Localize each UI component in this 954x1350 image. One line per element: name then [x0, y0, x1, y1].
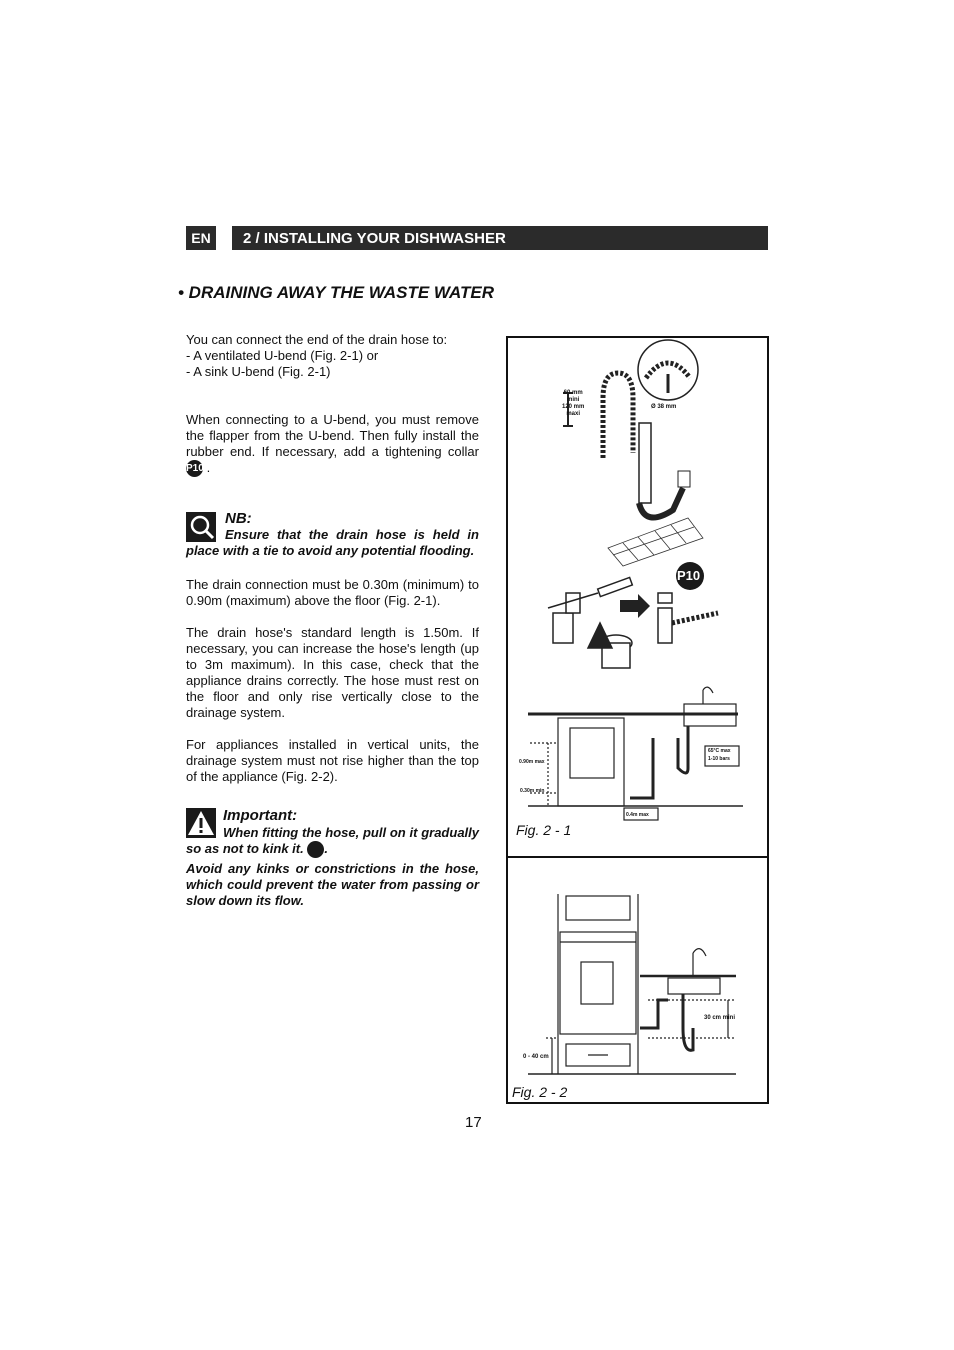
ubend-paragraph — [186, 412, 479, 477]
figure-2-1 — [506, 336, 769, 858]
important-text-1-body: When fitting the hose, pull on it gradually so as not to kink it. — [186, 825, 479, 856]
b-badge-icon: B — [307, 841, 324, 858]
annotation-60mm: 60 mm — [563, 390, 583, 396]
nb-text: Ensure that the drain hose is held in place with a tie to avoid any potential flooding. — [186, 527, 479, 558]
vertical-units-paragraph: For appliances installed in vertical units, the drainage system must not rise higher than the top of the appliance (Fig. 2-2). — [186, 737, 479, 784]
important-end: . — [324, 841, 328, 856]
annotation-temperature: 65°C max — [708, 748, 731, 754]
annotation-0-40cm: 0 - 40 cm — [523, 1054, 549, 1060]
annotation-hose-height — [562, 390, 584, 418]
hose-length-paragraph: The drain hose's standard length is 1.50m. If necessary, you can increase the hose's length (up to 3m maximum). In this case, check that the appliance drains correctly. The hose must rest on the floor and only rise vertically close to the drainage system. — [186, 625, 479, 720]
figure-2-1-label: Fig. 2 - 1 — [516, 822, 572, 838]
ubend-text: When connecting to a U-bend, you must remove the flapper from the U-bend. Then fully install the rubber end. If necessary, add a tightening collar — [186, 412, 479, 459]
drain-height-paragraph: The drain connection must be 0.30m (minimum) to 0.90m (maximum) above the floor (Fig. 2-1). — [186, 577, 479, 608]
important-title: Important: — [223, 807, 298, 824]
p10-figure-badge: P10 — [677, 568, 701, 583]
figure-2-2 — [506, 856, 769, 1104]
important-text-2: Avoid any kinks or constrictions in the hose, which could prevent the water from passing or slow down its flow. — [186, 861, 479, 908]
p10-badge-icon: P10 — [186, 460, 203, 477]
page-number: 17 — [465, 1114, 482, 1131]
annotation-diameter: Ø 38 mm — [651, 404, 677, 410]
important-text-1 — [186, 825, 479, 858]
annotation-04m: 0.4m max — [626, 812, 649, 818]
language-tag: EN — [186, 226, 216, 250]
annotation-030m: 0.30m min — [520, 788, 545, 794]
annotation-120mm: 120 mm — [562, 404, 585, 410]
intro-line-3: - A sink U-bend (Fig. 2-1) — [186, 364, 331, 379]
intro-paragraph — [186, 332, 479, 380]
annotation-30cm: 30 cm mini — [704, 1015, 736, 1021]
chapter-header: 2 / INSTALLING YOUR DISHWASHER — [232, 226, 768, 250]
figure-2-2-drawing — [508, 858, 767, 1102]
figure-2-1-drawing — [508, 338, 767, 856]
annotation-pressure: 1-10 bars — [708, 756, 730, 762]
section-title: • DRAINING AWAY THE WASTE WATER — [178, 283, 495, 302]
annotation-mini: mini — [567, 397, 580, 403]
ubend-end: . — [206, 460, 211, 475]
nb-title: NB: — [225, 510, 252, 527]
intro-line-1: You can connect the end of the drain hose to: — [186, 332, 448, 347]
intro-line-2: - A ventilated U-bend (Fig. 2-1) or — [186, 348, 379, 363]
annotation-maxi: maxi — [566, 411, 581, 417]
annotation-090m: 0.90m max — [519, 759, 545, 765]
figure-2-2-label: Fig. 2 - 2 — [512, 1084, 568, 1100]
